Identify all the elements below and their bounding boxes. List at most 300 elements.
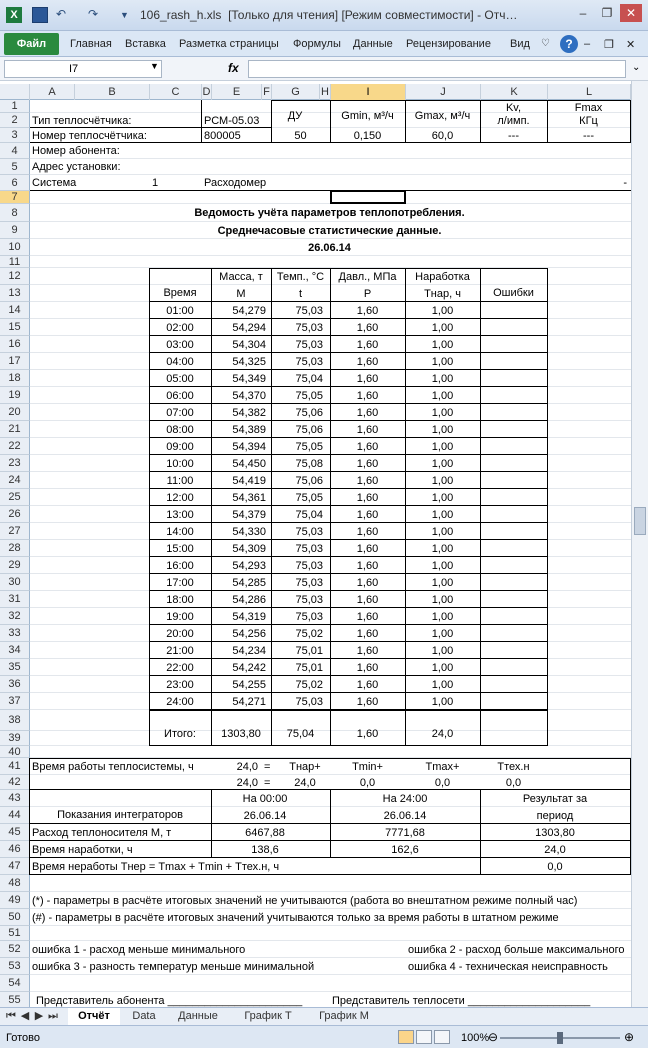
sheet-tab-chart-t[interactable]: График Т — [244, 1010, 292, 1022]
time-cell: 19:00 — [166, 610, 194, 623]
column-header[interactable]: L — [548, 84, 631, 100]
flow-label: Расход теплоносителя М, т — [32, 826, 172, 839]
ttex-value: 0,0 — [505, 777, 522, 789]
mass-cell: 54,294 — [232, 321, 266, 334]
pressure-cell: 1,60 — [356, 491, 379, 504]
temperature-cell: 75,03 — [295, 542, 323, 555]
report-subtitle: Среднечасовые статистические данные. — [217, 224, 442, 237]
header-temperature: Темп., °C — [276, 270, 325, 283]
row-header[interactable]: 55 — [0, 992, 30, 1007]
note-hash: (#) - параметры в расчёте итоговых значений учитываются только за время работы в штатном режиме — [32, 911, 559, 924]
fmax-value: --- — [583, 130, 594, 142]
mass-cell: 54,293 — [232, 559, 266, 572]
mass-cell: 54,379 — [232, 508, 266, 521]
close-workbook-icon[interactable]: ✕ — [626, 39, 636, 51]
temperature-cell: 75,03 — [295, 559, 323, 572]
mass-cell: 54,370 — [232, 389, 266, 402]
undo-icon[interactable]: ↶ — [56, 7, 67, 21]
cell-border — [30, 874, 631, 875]
row-header[interactable]: 49 — [0, 892, 30, 909]
row-header[interactable]: 19 — [0, 387, 30, 404]
formula-input[interactable] — [248, 60, 626, 78]
temperature-cell: 75,05 — [295, 389, 323, 402]
work-time-value-2: 24,0 — [236, 777, 258, 789]
integrators-label: Показания интеграторов — [57, 809, 183, 821]
customize-toolbar-icon[interactable]: ▼ — [120, 10, 129, 20]
pressure-cell: 1,60 — [356, 474, 379, 487]
normal-view-icon[interactable] — [398, 1030, 414, 1044]
result-period-label: период — [536, 809, 574, 822]
restore-button[interactable]: ❐ — [601, 6, 613, 20]
column-header[interactable]: A — [30, 84, 75, 100]
pressure-cell: 1,60 — [356, 372, 379, 385]
insert-function-icon[interactable]: fx — [228, 61, 239, 75]
result-label: Результат за — [522, 792, 588, 805]
tab-insert[interactable]: Вставка — [125, 38, 166, 50]
system-label: Система — [32, 177, 77, 189]
report-date: 26.06.14 — [308, 241, 351, 254]
tmin-label: Tmin+ — [352, 760, 383, 773]
mass-cell: 54,450 — [232, 457, 266, 470]
temperature-cell: 75,03 — [295, 355, 323, 368]
zoom-out-icon[interactable]: ⊖ — [488, 1030, 499, 1044]
runtime-start-value: 138,6 — [251, 843, 279, 856]
cell-border — [30, 758, 631, 759]
active-cell-I7[interactable] — [330, 190, 406, 204]
row-header[interactable]: 13 — [0, 285, 30, 302]
cell-border — [211, 268, 212, 746]
kv-label: Kv, — [505, 102, 522, 114]
cell-border — [30, 190, 631, 191]
row-header[interactable]: 39 — [0, 731, 30, 746]
mass-cell: 54,382 — [232, 406, 266, 419]
tmax-label: Tmax+ — [425, 760, 460, 773]
cell-border — [330, 268, 331, 746]
runtime-result-value: 24,0 — [544, 843, 566, 856]
time-cell: 23:00 — [166, 678, 194, 691]
cell-border — [330, 100, 331, 143]
pressure-cell: 1,60 — [356, 321, 379, 334]
formula-bar — [0, 57, 648, 81]
cell-border — [271, 100, 272, 143]
flow-start-value: 6467,88 — [245, 826, 285, 839]
row-header[interactable]: 1 — [0, 100, 30, 113]
tmin-value: 0,0 — [359, 777, 376, 789]
runtime-cell: 1,00 — [431, 627, 454, 640]
pressure-cell: 1,60 — [356, 338, 379, 351]
column-header[interactable]: H — [320, 84, 331, 100]
row-header[interactable]: 29 — [0, 557, 30, 574]
row-header[interactable]: 2 — [0, 113, 30, 128]
name-box[interactable]: I7 — [4, 60, 162, 78]
last-sheet-icon[interactable]: ⏭ — [48, 1010, 58, 1022]
header-runtime-symbol: Тнар, ч — [424, 287, 461, 300]
mass-cell: 54,279 — [232, 304, 266, 317]
zoom-level[interactable]: 100% — [461, 1032, 490, 1044]
runtime-cell: 1,00 — [431, 678, 454, 691]
temperature-cell: 75,04 — [295, 372, 323, 385]
flow-result-value: 1303,80 — [535, 826, 575, 839]
du-label: ДУ — [287, 110, 303, 122]
runtime-cell: 1,00 — [431, 661, 454, 674]
mass-cell: 54,419 — [232, 474, 266, 487]
meter-number-value: 800005 — [204, 130, 241, 142]
mass-cell: 54,361 — [232, 491, 266, 504]
mass-cell: 54,309 — [232, 542, 266, 555]
cell-border — [330, 790, 331, 858]
row-header[interactable]: 18 — [0, 370, 30, 387]
row-header[interactable]: 35 — [0, 659, 30, 676]
time-cell: 02:00 — [166, 321, 194, 334]
row-header[interactable]: 28 — [0, 540, 30, 557]
title-bar — [0, 0, 648, 31]
mass-cell: 54,242 — [232, 661, 266, 674]
row-header[interactable]: 20 — [0, 404, 30, 421]
save-icon[interactable] — [32, 7, 48, 23]
page-break-view-icon[interactable] — [434, 1030, 450, 1044]
runtime-cell: 1,00 — [431, 644, 454, 657]
error-2-note: ошибка 2 - расход больше максимального — [408, 943, 625, 956]
temperature-cell: 75,03 — [295, 338, 323, 351]
temperature-cell: 75,06 — [295, 423, 323, 436]
row-header[interactable]: 9 — [0, 222, 30, 239]
cell-border — [150, 268, 548, 269]
row-header[interactable]: 17 — [0, 353, 30, 370]
row-header[interactable]: 50 — [0, 909, 30, 926]
row-header[interactable]: 32 — [0, 608, 30, 625]
temperature-cell: 75,03 — [295, 695, 323, 708]
temperature-cell: 75,06 — [295, 406, 323, 419]
pressure-cell: 1,60 — [356, 406, 379, 419]
row-header[interactable]: 42 — [0, 775, 30, 790]
pressure-cell: 1,60 — [356, 423, 379, 436]
runtime-cell: 1,00 — [431, 474, 454, 487]
equals-sign: = — [264, 777, 271, 789]
gmin-value: 0,150 — [353, 130, 382, 142]
row-header[interactable]: 34 — [0, 642, 30, 659]
row-header[interactable]: 7 — [0, 191, 30, 204]
cell-border — [30, 127, 202, 128]
runtime-cell: 1,00 — [431, 559, 454, 572]
row-header[interactable]: 14 — [0, 302, 30, 319]
error-4-note: ошибка 4 - техническая неисправность — [408, 960, 608, 973]
mass-cell: 54,319 — [232, 610, 266, 623]
row-header[interactable]: 52 — [0, 941, 30, 958]
time-cell: 07:00 — [166, 406, 194, 419]
header-mass-symbol: M — [236, 287, 246, 300]
sheet-tab-data[interactable]: Data — [132, 1010, 156, 1022]
nonrun-label: Время неработы Тнер = Tmax + Tmin + Ттех.н, ч — [32, 860, 280, 873]
subscriber-signature: Представитель абонента ______________________ — [36, 994, 303, 1007]
column-header[interactable]: F — [262, 84, 272, 100]
runtime-cell: 1,00 — [431, 406, 454, 419]
mass-cell: 54,286 — [232, 593, 266, 606]
time-cell: 11:00 — [166, 474, 194, 487]
gmax-label: Gmax, м³/ч — [414, 110, 471, 122]
runtime-cell: 1,00 — [431, 695, 454, 708]
header-temperature-symbol: t — [298, 287, 303, 300]
error-3-note: ошибка 3 - разность температур меньше минимальной — [32, 960, 315, 973]
tmax-value: 0,0 — [434, 777, 451, 789]
temperature-cell: 75,03 — [295, 576, 323, 589]
time-cell: 13:00 — [166, 508, 194, 521]
cell-border — [150, 745, 548, 746]
help-icon[interactable]: ? — [560, 35, 578, 53]
row-header[interactable]: 25 — [0, 489, 30, 506]
work-time-value: 24,0 — [236, 760, 258, 773]
row-header[interactable]: 24 — [0, 472, 30, 489]
time-cell: 06:00 — [166, 389, 194, 402]
runtime-cell: 1,00 — [431, 304, 454, 317]
sheet-tab-report[interactable]: Отчёт — [68, 1008, 120, 1025]
ribbon-tabs — [0, 31, 648, 57]
worksheet-grid[interactable] — [0, 81, 648, 1007]
redo-icon[interactable]: ↷ — [88, 7, 99, 21]
tab-home[interactable]: Главная — [70, 38, 112, 50]
reading-end-label: На 24:00 — [382, 792, 428, 805]
pressure-cell: 1,60 — [356, 355, 379, 368]
pressure-cell: 1,60 — [356, 678, 379, 691]
runtime-end-value: 162,6 — [391, 843, 419, 856]
runtime-cell: 1,00 — [431, 508, 454, 521]
row-header[interactable]: 48 — [0, 875, 30, 892]
row-header[interactable]: 43 — [0, 790, 30, 807]
row-header[interactable]: 38 — [0, 710, 30, 731]
vertical-scrollbar[interactable] — [631, 81, 648, 1007]
time-cell: 17:00 — [166, 576, 194, 589]
row-header[interactable]: 5 — [0, 159, 30, 175]
header-runtime: Наработка — [415, 270, 470, 283]
row-header[interactable]: 37 — [0, 693, 30, 710]
header-time: Время — [163, 287, 197, 299]
row-header[interactable]: 6 — [0, 175, 30, 191]
pressure-cell: 1,60 — [356, 627, 379, 640]
row-header[interactable]: 54 — [0, 975, 30, 992]
row-header[interactable]: 36 — [0, 676, 30, 693]
row-header[interactable]: 44 — [0, 807, 30, 824]
gmax-value: 60,0 — [431, 130, 454, 142]
row-header[interactable]: 22 — [0, 438, 30, 455]
first-sheet-icon[interactable]: ⏮ — [6, 1010, 16, 1022]
cell-border — [271, 268, 272, 746]
temperature-cell: 75,01 — [295, 644, 323, 657]
cell-border — [480, 268, 481, 746]
tab-review[interactable]: Рецензирование — [406, 38, 491, 50]
row-header[interactable]: 8 — [0, 204, 30, 222]
row-header[interactable]: 23 — [0, 455, 30, 472]
pressure-cell: 1,60 — [356, 695, 379, 708]
row-header[interactable]: 12 — [0, 268, 30, 285]
column-header[interactable]: K — [481, 84, 548, 100]
cell-border — [405, 100, 406, 143]
excel-logo-icon[interactable]: X — [6, 7, 22, 23]
temperature-cell: 75,02 — [295, 678, 323, 691]
time-cell: 15:00 — [166, 542, 194, 555]
minimize-button[interactable]: – — [579, 6, 587, 20]
time-cell: 14:00 — [166, 525, 194, 538]
flow-end-value: 7771,68 — [385, 826, 425, 839]
pressure-cell: 1,60 — [356, 508, 379, 521]
runtime-cell: 1,00 — [431, 593, 454, 606]
ribbon-collapse-icon[interactable]: ♡ — [541, 38, 550, 49]
cell-border — [211, 790, 212, 858]
temperature-cell: 75,03 — [295, 321, 323, 334]
file-tab[interactable]: Файл — [4, 33, 59, 55]
time-cell: 08:00 — [166, 423, 194, 436]
prev-sheet-icon[interactable]: ◀ — [20, 1010, 30, 1022]
mass-cell: 54,325 — [232, 355, 266, 368]
row-header[interactable]: 51 — [0, 926, 30, 941]
pressure-cell: 1,60 — [356, 525, 379, 538]
system-dash: - — [623, 177, 627, 189]
row-header[interactable]: 33 — [0, 625, 30, 642]
pressure-cell: 1,60 — [356, 559, 379, 572]
row-header[interactable]: 53 — [0, 958, 30, 975]
row-header[interactable]: 41 — [0, 758, 30, 775]
runtime-cell: 1,00 — [431, 491, 454, 504]
header-errors: Ошибки — [493, 287, 534, 299]
system-value: 1 — [152, 177, 159, 189]
tab-page-layout[interactable]: Разметка страницы — [179, 38, 279, 50]
row-header[interactable]: 47 — [0, 858, 30, 875]
status-ready: Готово — [6, 1032, 40, 1044]
total-temperature: 75,04 — [286, 728, 315, 740]
pressure-cell: 1,60 — [356, 389, 379, 402]
pressure-cell: 1,60 — [356, 610, 379, 623]
zoom-in-icon[interactable]: ⊕ — [624, 1030, 635, 1044]
time-cell: 09:00 — [166, 440, 194, 453]
time-cell: 05:00 — [166, 372, 194, 385]
cell-border — [272, 100, 631, 101]
runtime-cell: 1,00 — [431, 423, 454, 436]
column-header[interactable]: E — [212, 84, 262, 100]
row-header[interactable]: 4 — [0, 143, 30, 159]
equals-sign: = — [264, 760, 271, 773]
pressure-cell: 1,60 — [356, 644, 379, 657]
pressure-cell: 1,60 — [356, 440, 379, 453]
cell-border — [149, 268, 150, 746]
row-header[interactable]: 31 — [0, 591, 30, 608]
mass-cell: 54,389 — [232, 423, 266, 436]
expand-formula-bar-icon[interactable]: ⌄ — [632, 62, 641, 73]
time-cell: 18:00 — [166, 593, 194, 606]
total-label: Итого: — [164, 728, 196, 740]
tab-formulas[interactable]: Формулы — [293, 38, 341, 50]
row-header[interactable]: 26 — [0, 506, 30, 523]
temperature-cell: 75,03 — [295, 525, 323, 538]
close-button[interactable]: ✕ — [620, 4, 642, 22]
status-bar — [0, 1007, 648, 1048]
tnar-label: Тнар+ — [289, 760, 321, 773]
sheet-tab-dannye[interactable]: Данные — [178, 1010, 218, 1022]
row-header[interactable]: 30 — [0, 574, 30, 591]
time-cell: 20:00 — [166, 627, 194, 640]
scrollbar-thumb[interactable] — [634, 507, 646, 535]
row-header[interactable]: 16 — [0, 336, 30, 353]
mass-cell: 54,394 — [232, 440, 266, 453]
cell-border — [480, 100, 481, 143]
cell-border — [547, 100, 548, 143]
time-cell: 22:00 — [166, 661, 194, 674]
column-header[interactable]: B — [75, 84, 150, 100]
temperature-cell: 75,02 — [295, 627, 323, 640]
error-1-note: ошибка 1 - расход меньше минимального — [32, 943, 246, 956]
sheet-tab-chart-m[interactable]: График М — [319, 1010, 369, 1022]
temperature-cell: 75,04 — [295, 508, 323, 521]
runtime-cell: 1,00 — [431, 610, 454, 623]
column-header[interactable]: D — [202, 86, 211, 98]
report-title: Ведомость учёта параметров теплопотребления. — [194, 207, 465, 219]
runtime-cell: 1,00 — [431, 389, 454, 402]
column-header[interactable]: C — [150, 84, 202, 100]
page-layout-view-icon[interactable] — [416, 1030, 432, 1044]
name-box-dropdown-icon[interactable]: ▼ — [150, 61, 159, 71]
row-header[interactable]: 21 — [0, 421, 30, 438]
cell-border — [201, 100, 202, 143]
gmin-label: Gmin, м³/ч — [341, 110, 394, 122]
row-header[interactable]: 15 — [0, 319, 30, 336]
total-runtime: 24,0 — [431, 728, 454, 740]
pressure-cell: 1,60 — [356, 304, 379, 317]
mass-cell: 54,256 — [232, 627, 266, 640]
next-sheet-icon[interactable]: ▶ — [34, 1010, 44, 1022]
cell-area — [0, 81, 631, 1007]
time-cell: 16:00 — [166, 559, 194, 572]
row-header[interactable]: 45 — [0, 824, 30, 841]
cell-border — [202, 142, 631, 143]
tnar-value: 24,0 — [294, 777, 316, 789]
tab-view[interactable]: Вид — [510, 38, 530, 50]
subscriber-label: Номер абонента: — [32, 145, 120, 157]
row-header[interactable]: 11 — [0, 256, 30, 268]
du-value: 50 — [294, 130, 307, 142]
pressure-cell: 1,60 — [356, 457, 379, 470]
tab-data[interactable]: Данные — [353, 38, 393, 50]
temperature-cell: 75,06 — [295, 474, 323, 487]
zoom-slider-thumb[interactable] — [557, 1032, 563, 1044]
time-cell: 03:00 — [166, 338, 194, 351]
header-pressure-symbol: P — [363, 287, 372, 300]
runtime-cell: 1,00 — [431, 338, 454, 351]
row-header[interactable]: 40 — [0, 746, 30, 758]
header-mass: Масса, т — [219, 270, 263, 283]
total-pressure: 1,60 — [356, 728, 379, 740]
row-header[interactable]: 3 — [0, 128, 30, 143]
minimize-workbook-icon[interactable]: – — [584, 38, 591, 50]
row-header[interactable]: 46 — [0, 841, 30, 858]
column-header[interactable]: G — [272, 84, 320, 100]
runtime-cell: 1,00 — [431, 457, 454, 470]
temperature-cell: 75,05 — [295, 440, 323, 453]
row-header[interactable]: 27 — [0, 523, 30, 540]
ttex-label: Ттех.н — [497, 760, 530, 773]
column-header[interactable]: J — [406, 84, 481, 100]
mass-cell: 54,271 — [232, 695, 266, 708]
column-header-selected[interactable]: I — [331, 84, 406, 100]
pressure-cell: 1,60 — [356, 542, 379, 555]
restore-workbook-icon[interactable]: ❐ — [604, 39, 614, 51]
temperature-cell: 75,03 — [295, 593, 323, 606]
runtime-cell: 1,00 — [431, 576, 454, 589]
meter-type-value: РСМ-05.03 — [204, 115, 260, 127]
temperature-cell: 75,05 — [295, 491, 323, 504]
pressure-cell: 1,60 — [356, 661, 379, 674]
pressure-cell: 1,60 — [356, 593, 379, 606]
runtime-cell: 1,00 — [431, 440, 454, 453]
reading-start-label: На 00:00 — [242, 792, 288, 805]
runtime-cell: 1,00 — [431, 321, 454, 334]
row-header[interactable]: 10 — [0, 239, 30, 256]
